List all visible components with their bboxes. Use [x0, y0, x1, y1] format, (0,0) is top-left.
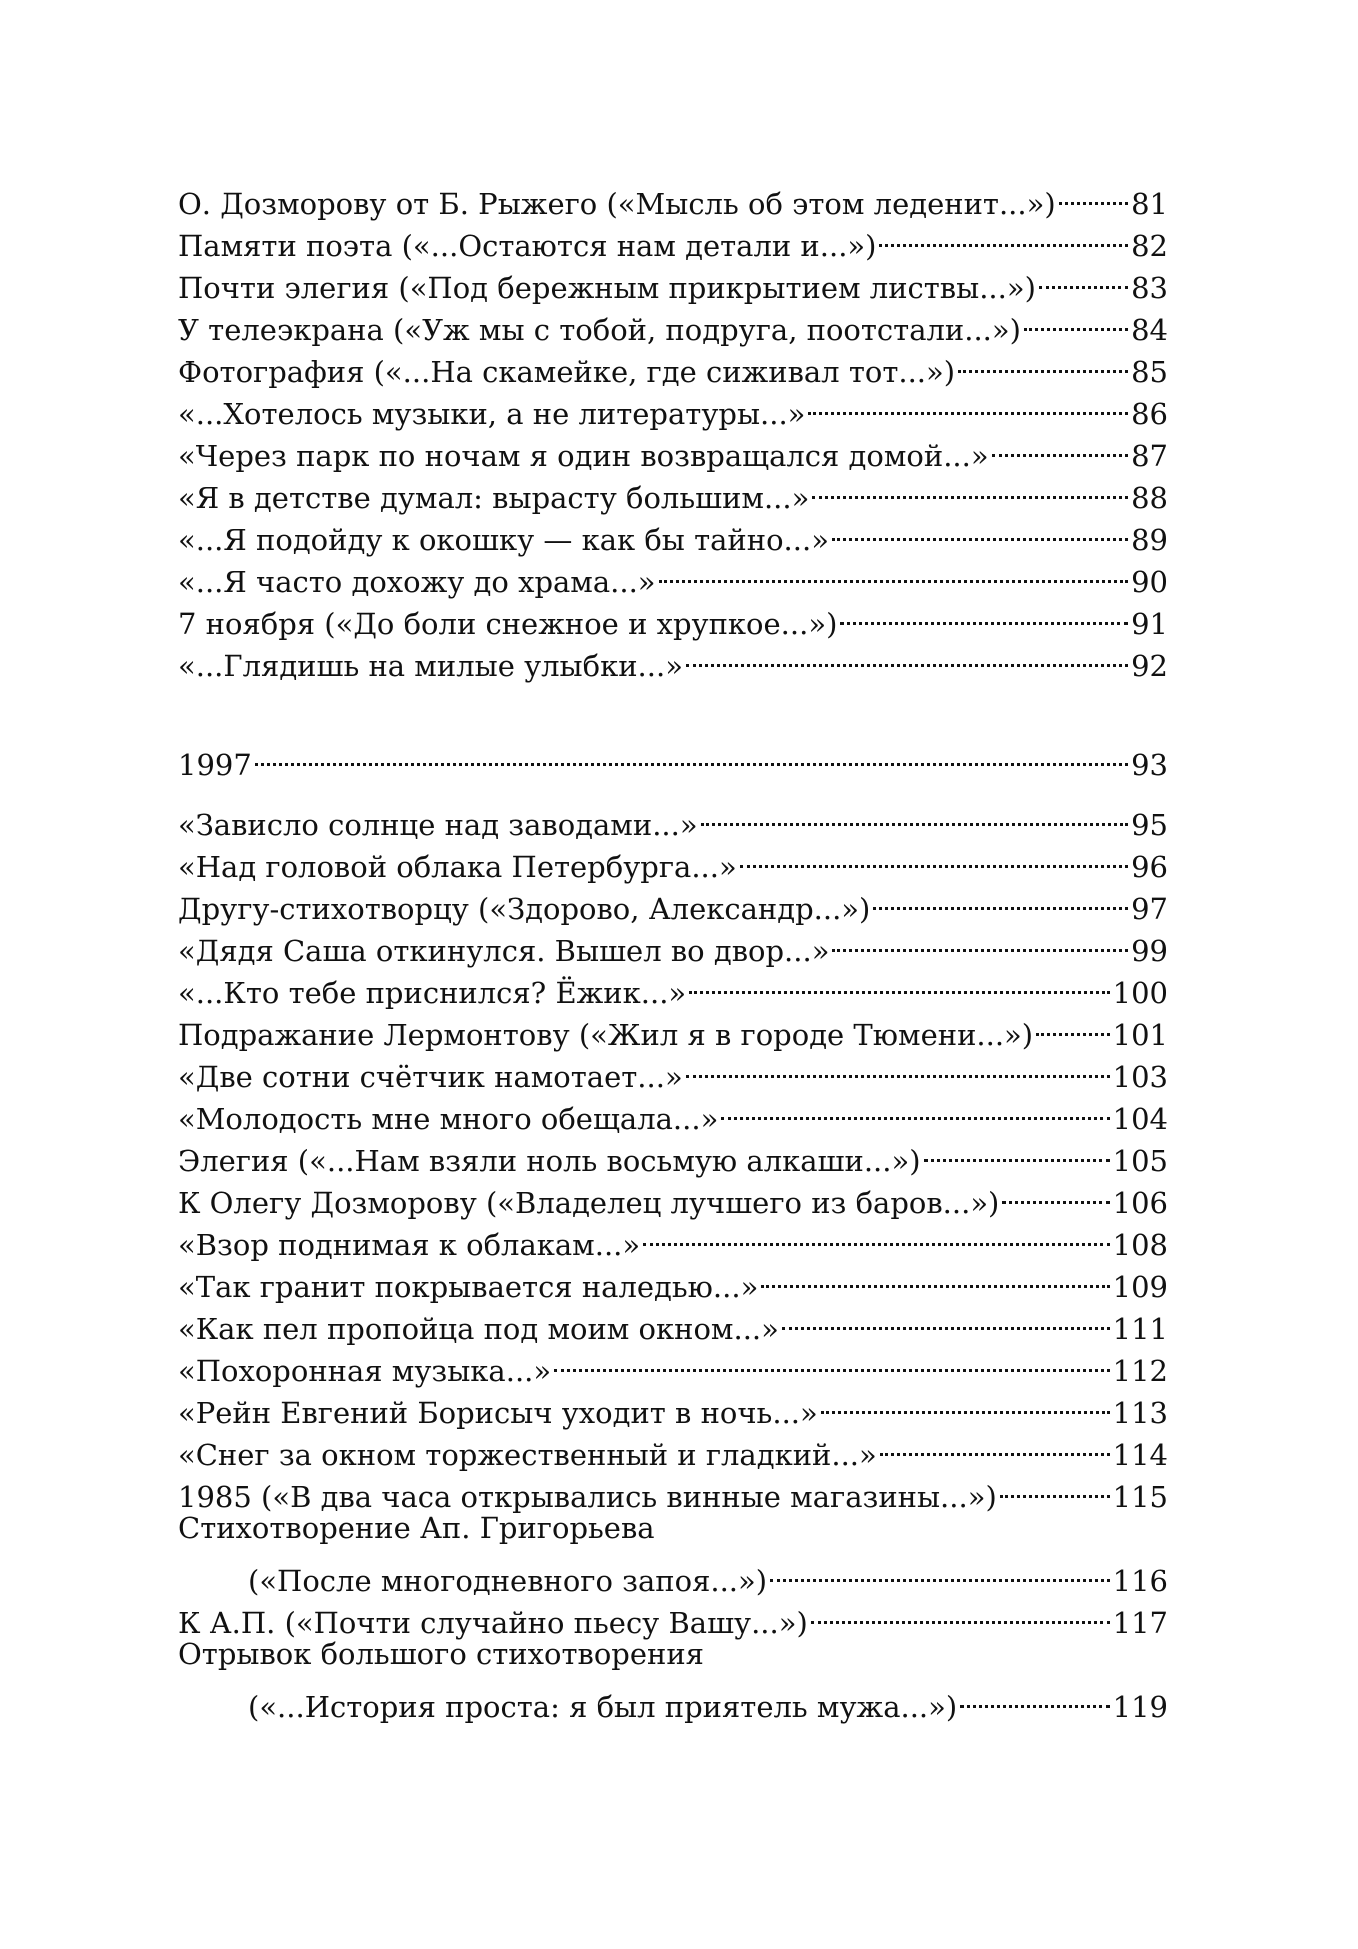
page-number: 93 [1131, 748, 1168, 782]
entry-title: «Дядя Саша откинулся. Вышел во двор...» [178, 934, 830, 968]
entry-title: К Олегу Дозморову («Владелец лучшего из баров...») [178, 1186, 1000, 1220]
dot-leader [643, 1213, 1110, 1255]
toc-section-1996 [178, 172, 1168, 683]
page-number: 99 [1131, 934, 1168, 968]
page-number: 90 [1131, 565, 1168, 599]
page-number: 112 [1112, 1354, 1168, 1388]
entry-title: Почти элегия («Под бережным прикрытием листвы...») [178, 271, 1036, 305]
page-number: 103 [1112, 1060, 1168, 1094]
dot-leader [701, 793, 1129, 835]
entry-title: «Как пел пропойца под моим окном...» [178, 1312, 779, 1346]
entry-title: «...Я часто дохожу до храма...» [178, 565, 656, 599]
dot-leader [873, 877, 1128, 919]
entry-title: 7 ноября («До боли снежное и хрупкое...») [178, 607, 838, 641]
entry-title: Памяти поэта («...Остаются нам детали и...») [178, 229, 877, 263]
toc-section-1997 [178, 793, 1168, 1724]
page-number: 104 [1112, 1102, 1168, 1136]
page-number: 113 [1112, 1396, 1168, 1430]
dot-leader [1039, 256, 1128, 298]
dot-leader [761, 1255, 1109, 1297]
dot-leader [832, 508, 1128, 550]
section-heading [178, 733, 1168, 782]
page-number: 95 [1131, 808, 1168, 842]
entry-title: «Похоронная музыка...» [178, 1354, 552, 1388]
entry-title: «Взор поднимая к облакам...» [178, 1228, 641, 1262]
page-number: 106 [1112, 1186, 1168, 1220]
page-number: 111 [1112, 1312, 1168, 1346]
dot-leader [992, 424, 1128, 466]
page-number: 91 [1131, 607, 1168, 641]
page-number: 85 [1131, 355, 1168, 389]
entry-title-line2: («После многодневного запоя...») [248, 1564, 768, 1598]
entry-title: «...Хотелось музыки, а не литературы...» [178, 397, 806, 431]
entry-title: «Две сотни счётчик намотает...» [178, 1060, 683, 1094]
page-number: 97 [1131, 892, 1168, 926]
entry-title: «Через парк по ночам я один возвращался домой...» [178, 439, 989, 473]
dot-leader [924, 1129, 1110, 1171]
dot-leader [770, 1549, 1110, 1591]
dot-leader [686, 634, 1128, 676]
page-number: 96 [1131, 850, 1168, 884]
dot-leader [960, 1675, 1109, 1717]
page-number: 105 [1112, 1144, 1168, 1178]
entry-title: «...Кто тебе приснился? Ёжик...» [178, 976, 687, 1010]
dot-leader [1002, 1171, 1109, 1213]
entry-title-line1: Отрывок большого стихотворения [178, 1637, 704, 1671]
dot-leader [689, 961, 1109, 1003]
page-number: 81 [1131, 187, 1168, 221]
toc-section-heading-1997 [178, 733, 1168, 782]
entry-title: 1985 («В два часа открывались винные магазины...») [178, 1480, 997, 1514]
page-number: 87 [1131, 439, 1168, 473]
page-number: 92 [1131, 649, 1168, 683]
dot-leader [686, 1045, 1110, 1087]
entry-title: «Зависло солнце над заводами...» [178, 808, 698, 842]
dot-leader [740, 835, 1128, 877]
dot-leader [255, 733, 1128, 775]
dot-leader [840, 592, 1128, 634]
entry-title: К А.П. («Почти случайно пьесу Вашу...») [178, 1606, 808, 1640]
page-number: 88 [1131, 481, 1168, 515]
dot-leader [812, 466, 1128, 508]
dot-leader [832, 919, 1128, 961]
entry-title: «...Я подойду к окошку — как бы тайно...» [178, 523, 829, 557]
page-number: 86 [1131, 397, 1168, 431]
entry-line2 [178, 1549, 1168, 1598]
entry-title: «Я в детстве думал: вырасту большим...» [178, 481, 810, 515]
entry-title: У телеэкрана («Уж мы с тобой, подруга, поотстали...») [178, 313, 1021, 347]
entry-title: «Так гранит покрывается наледью...» [178, 1270, 759, 1304]
entry-title: «...Глядишь на милые улыбки...» [178, 649, 683, 683]
dot-leader [782, 1297, 1110, 1339]
entry-title: «Молодость мне много обещала...» [178, 1102, 719, 1136]
toc-entry-two-line [178, 1507, 1168, 1598]
entry-title: Другу-стихотворцу («Здорово, Александр...») [178, 892, 871, 926]
dot-leader [821, 1381, 1110, 1423]
dot-leader [1036, 1003, 1110, 1045]
dot-leader [1000, 1465, 1110, 1507]
page-number: 84 [1131, 313, 1168, 347]
page-number: 100 [1112, 976, 1168, 1010]
entry-title: «Снег за окном торжественный и гладкий...» [178, 1438, 877, 1472]
page-number: 108 [1112, 1228, 1168, 1262]
entry-title: Подражание Лермонтову («Жил я в городе Тюмени...») [178, 1018, 1034, 1052]
dot-leader [880, 1423, 1110, 1465]
entry-title-line1: Стихотворение Ап. Григорьева [178, 1511, 655, 1545]
dot-leader [879, 214, 1128, 256]
page-number: 117 [1112, 1606, 1168, 1640]
entry-title: «Над головой облака Петербурга...» [178, 850, 737, 884]
page-number: 83 [1131, 271, 1168, 305]
entry-line2 [178, 1675, 1168, 1724]
dot-leader [808, 382, 1128, 424]
dot-leader [811, 1591, 1110, 1633]
dot-leader [958, 340, 1128, 382]
entry-title: О. Дозморову от Б. Рыжего («Мысль об этом леденит...») [178, 187, 1056, 221]
entry-title: «Рейн Евгений Борисыч уходит в ночь...» [178, 1396, 818, 1430]
entry-title: Элегия («...Нам взяли ноль восьмую алкаши...») [178, 1144, 921, 1178]
section-year: 1997 [178, 748, 252, 782]
entry-title-line2: («...История проста: я был приятель мужа...») [248, 1690, 958, 1724]
page-number: 115 [1112, 1480, 1168, 1514]
dot-leader [1059, 172, 1128, 214]
page-number: 116 [1112, 1564, 1168, 1598]
page-number: 82 [1131, 229, 1168, 263]
toc-entry-two-line [178, 1633, 1168, 1724]
page-number: 114 [1112, 1438, 1168, 1472]
toc-entry [178, 793, 1168, 842]
page-number: 109 [1112, 1270, 1168, 1304]
dot-leader [554, 1339, 1110, 1381]
page-number: 89 [1131, 523, 1168, 557]
dot-leader [721, 1087, 1109, 1129]
dot-leader [659, 550, 1129, 592]
dot-leader [1024, 298, 1128, 340]
page-number: 119 [1112, 1690, 1168, 1724]
toc-entry [178, 172, 1168, 221]
page-number: 101 [1112, 1018, 1168, 1052]
entry-title: Фотография («...На скамейке, где сиживал тот...») [178, 355, 956, 389]
